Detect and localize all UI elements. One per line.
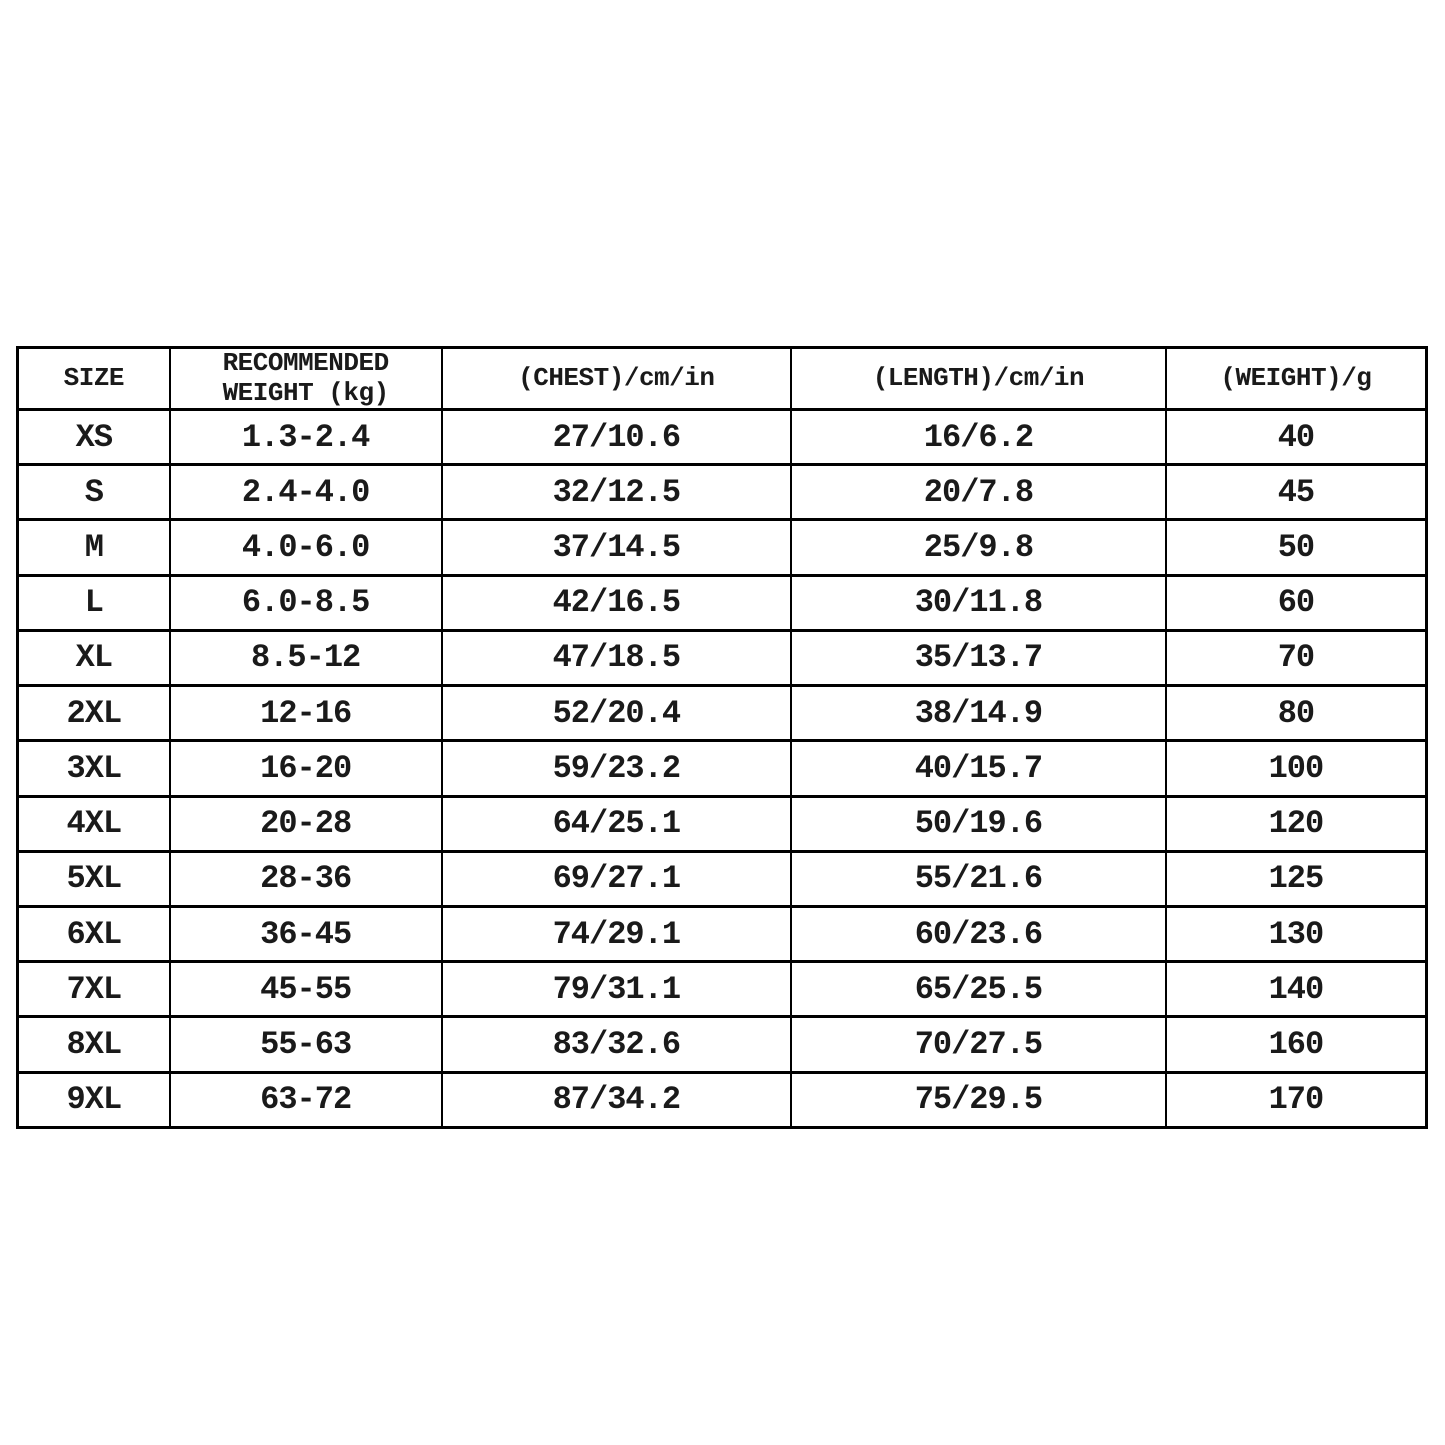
cell-recommended-weight: 28-36 xyxy=(170,851,442,906)
table-row xyxy=(18,630,1427,685)
table-row xyxy=(18,796,1427,851)
cell-size: L xyxy=(18,575,170,630)
cell-size: 6XL xyxy=(18,906,170,961)
cell-weight: 120 xyxy=(1166,796,1427,851)
cell-chest: 37/14.5 xyxy=(442,520,791,575)
cell-length: 70/27.5 xyxy=(791,1017,1166,1072)
header-row xyxy=(18,348,1427,410)
cell-length: 60/23.6 xyxy=(791,906,1166,961)
cell-weight: 50 xyxy=(1166,520,1427,575)
cell-length: 25/9.8 xyxy=(791,520,1166,575)
cell-length: 65/25.5 xyxy=(791,962,1166,1017)
cell-chest: 32/12.5 xyxy=(442,465,791,520)
header-weight: (WEIGHT)/g xyxy=(1166,348,1427,410)
cell-length: 30/11.8 xyxy=(791,575,1166,630)
cell-recommended-weight: 20-28 xyxy=(170,796,442,851)
cell-length: 50/19.6 xyxy=(791,796,1166,851)
cell-weight: 160 xyxy=(1166,1017,1427,1072)
cell-recommended-weight: 45-55 xyxy=(170,962,442,1017)
cell-weight: 45 xyxy=(1166,465,1427,520)
cell-chest: 52/20.4 xyxy=(442,686,791,741)
cell-chest: 27/10.6 xyxy=(442,410,791,465)
table-row xyxy=(18,906,1427,961)
table-row xyxy=(18,465,1427,520)
cell-size: 9XL xyxy=(18,1072,170,1127)
table-row xyxy=(18,1072,1427,1127)
cell-recommended-weight: 8.5-12 xyxy=(170,630,442,685)
cell-chest: 47/18.5 xyxy=(442,630,791,685)
cell-recommended-weight: 2.4-4.0 xyxy=(170,465,442,520)
cell-chest: 74/29.1 xyxy=(442,906,791,961)
cell-chest: 59/23.2 xyxy=(442,741,791,796)
table-row xyxy=(18,686,1427,741)
cell-length: 35/13.7 xyxy=(791,630,1166,685)
table-row xyxy=(18,851,1427,906)
cell-chest: 83/32.6 xyxy=(442,1017,791,1072)
cell-recommended-weight: 55-63 xyxy=(170,1017,442,1072)
cell-length: 20/7.8 xyxy=(791,465,1166,520)
cell-size: 5XL xyxy=(18,851,170,906)
cell-recommended-weight: 6.0-8.5 xyxy=(170,575,442,630)
cell-recommended-weight: 16-20 xyxy=(170,741,442,796)
cell-weight: 80 xyxy=(1166,686,1427,741)
cell-length: 55/21.6 xyxy=(791,851,1166,906)
cell-recommended-weight: 63-72 xyxy=(170,1072,442,1127)
cell-size: M xyxy=(18,520,170,575)
cell-weight: 70 xyxy=(1166,630,1427,685)
cell-chest: 79/31.1 xyxy=(442,962,791,1017)
size-chart-table xyxy=(16,346,1428,1129)
table-body xyxy=(18,410,1427,1128)
table-row xyxy=(18,962,1427,1017)
header-recommended-weight: RECOMMENDED WEIGHT (kg) xyxy=(170,348,442,410)
cell-chest: 87/34.2 xyxy=(442,1072,791,1127)
table-row xyxy=(18,575,1427,630)
cell-size: XL xyxy=(18,630,170,685)
cell-weight: 60 xyxy=(1166,575,1427,630)
cell-length: 16/6.2 xyxy=(791,410,1166,465)
cell-size: 8XL xyxy=(18,1017,170,1072)
cell-length: 75/29.5 xyxy=(791,1072,1166,1127)
cell-weight: 125 xyxy=(1166,851,1427,906)
cell-weight: 100 xyxy=(1166,741,1427,796)
table-row xyxy=(18,741,1427,796)
cell-recommended-weight: 4.0-6.0 xyxy=(170,520,442,575)
cell-recommended-weight: 36-45 xyxy=(170,906,442,961)
cell-chest: 69/27.1 xyxy=(442,851,791,906)
cell-size: 2XL xyxy=(18,686,170,741)
cell-weight: 130 xyxy=(1166,906,1427,961)
cell-size: S xyxy=(18,465,170,520)
header-length: (LENGTH)/cm/in xyxy=(791,348,1166,410)
cell-recommended-weight: 12-16 xyxy=(170,686,442,741)
cell-length: 38/14.9 xyxy=(791,686,1166,741)
table-row xyxy=(18,520,1427,575)
table-row xyxy=(18,1017,1427,1072)
cell-weight: 40 xyxy=(1166,410,1427,465)
cell-size: 3XL xyxy=(18,741,170,796)
header-chest: (CHEST)/cm/in xyxy=(442,348,791,410)
cell-size: 4XL xyxy=(18,796,170,851)
cell-chest: 42/16.5 xyxy=(442,575,791,630)
cell-size: 7XL xyxy=(18,962,170,1017)
cell-length: 40/15.7 xyxy=(791,741,1166,796)
size-chart xyxy=(16,346,1428,1129)
cell-size: XS xyxy=(18,410,170,465)
cell-recommended-weight: 1.3-2.4 xyxy=(170,410,442,465)
cell-weight: 140 xyxy=(1166,962,1427,1017)
table-row xyxy=(18,410,1427,465)
cell-weight: 170 xyxy=(1166,1072,1427,1127)
header-size: SIZE xyxy=(18,348,170,410)
cell-chest: 64/25.1 xyxy=(442,796,791,851)
